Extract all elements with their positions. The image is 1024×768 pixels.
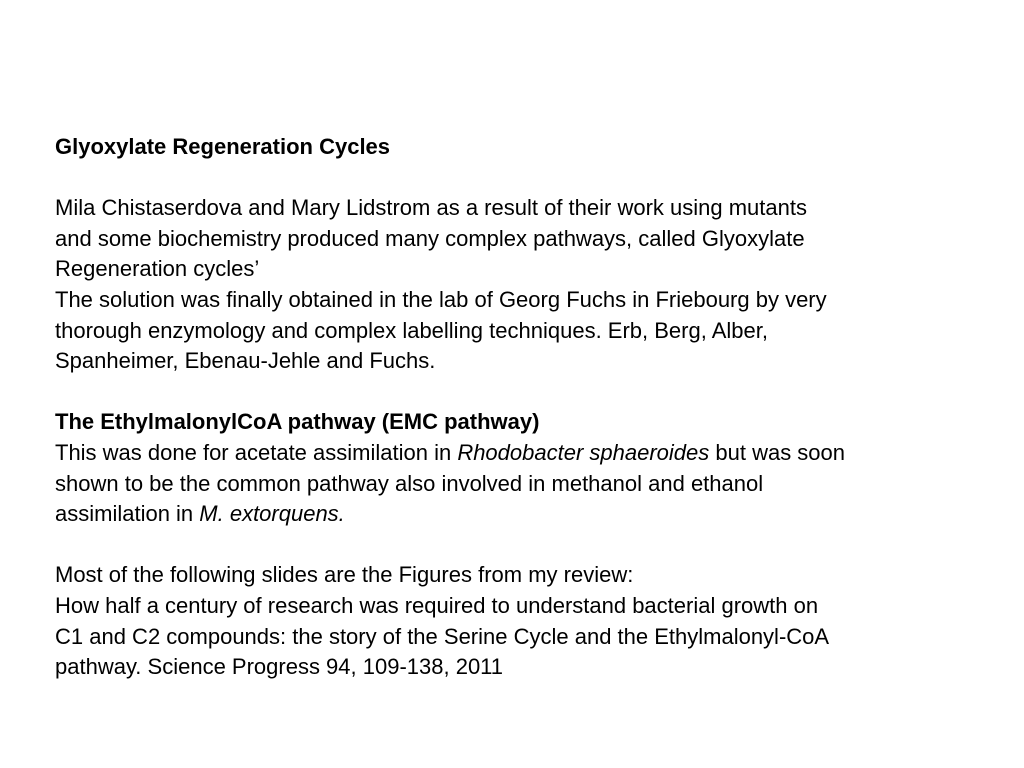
spacer [55, 530, 995, 561]
text-line: and some biochemistry produced many complex pathways, called Glyoxylate [55, 225, 805, 251]
paragraph-emc [55, 438, 995, 530]
spacer [55, 163, 995, 194]
text-line: Regeneration cycles’ [55, 256, 260, 282]
text-line [55, 499, 995, 530]
reference-line: How half a century of research was required to understand bacterial growth on [55, 592, 819, 618]
text-line: Mila Chistaserdova and Mary Lidstrom as a result of their work using mutants [55, 195, 807, 221]
text-run: This was done for acetate assimilation in [55, 439, 458, 465]
species-name: M. extorquens. [199, 501, 345, 527]
reference-line: pathway. Science Progress 94, 109-138, 2011 [55, 654, 504, 680]
text-line [55, 438, 995, 469]
reference-line: C1 and C2 compounds: the story of the Serine Cycle and the Ethylmalonyl-CoA [55, 623, 830, 649]
paragraph-review [55, 560, 995, 682]
text-line: Most of the following slides are the Figures from my review: [55, 562, 634, 588]
text-line: thorough enzymology and complex labelling techniques. Erb, Berg, Alber, [55, 317, 768, 343]
text-run: assimilation in [55, 501, 200, 527]
text-line: The solution was finally obtained in the lab of Georg Fuchs in Friebourg by very [55, 286, 827, 312]
text-line: shown to be the common pathway also involved in methanol and ethanol [55, 470, 764, 496]
slide-content [55, 132, 995, 683]
heading-glyoxylate-cycles: Glyoxylate Regeneration Cycles [55, 134, 391, 159]
text-run: but was soon [709, 439, 846, 465]
paragraph-fuchs [55, 285, 995, 377]
spacer [55, 377, 995, 408]
species-name: Rhodobacter sphaeroides [457, 439, 710, 465]
paragraph-lidstrom [55, 193, 995, 285]
text-line: Spanheimer, Ebenau-Jehle and Fuchs. [55, 348, 436, 374]
heading-emc-pathway: The EthylmalonylCoA pathway (EMC pathway) [55, 409, 540, 435]
